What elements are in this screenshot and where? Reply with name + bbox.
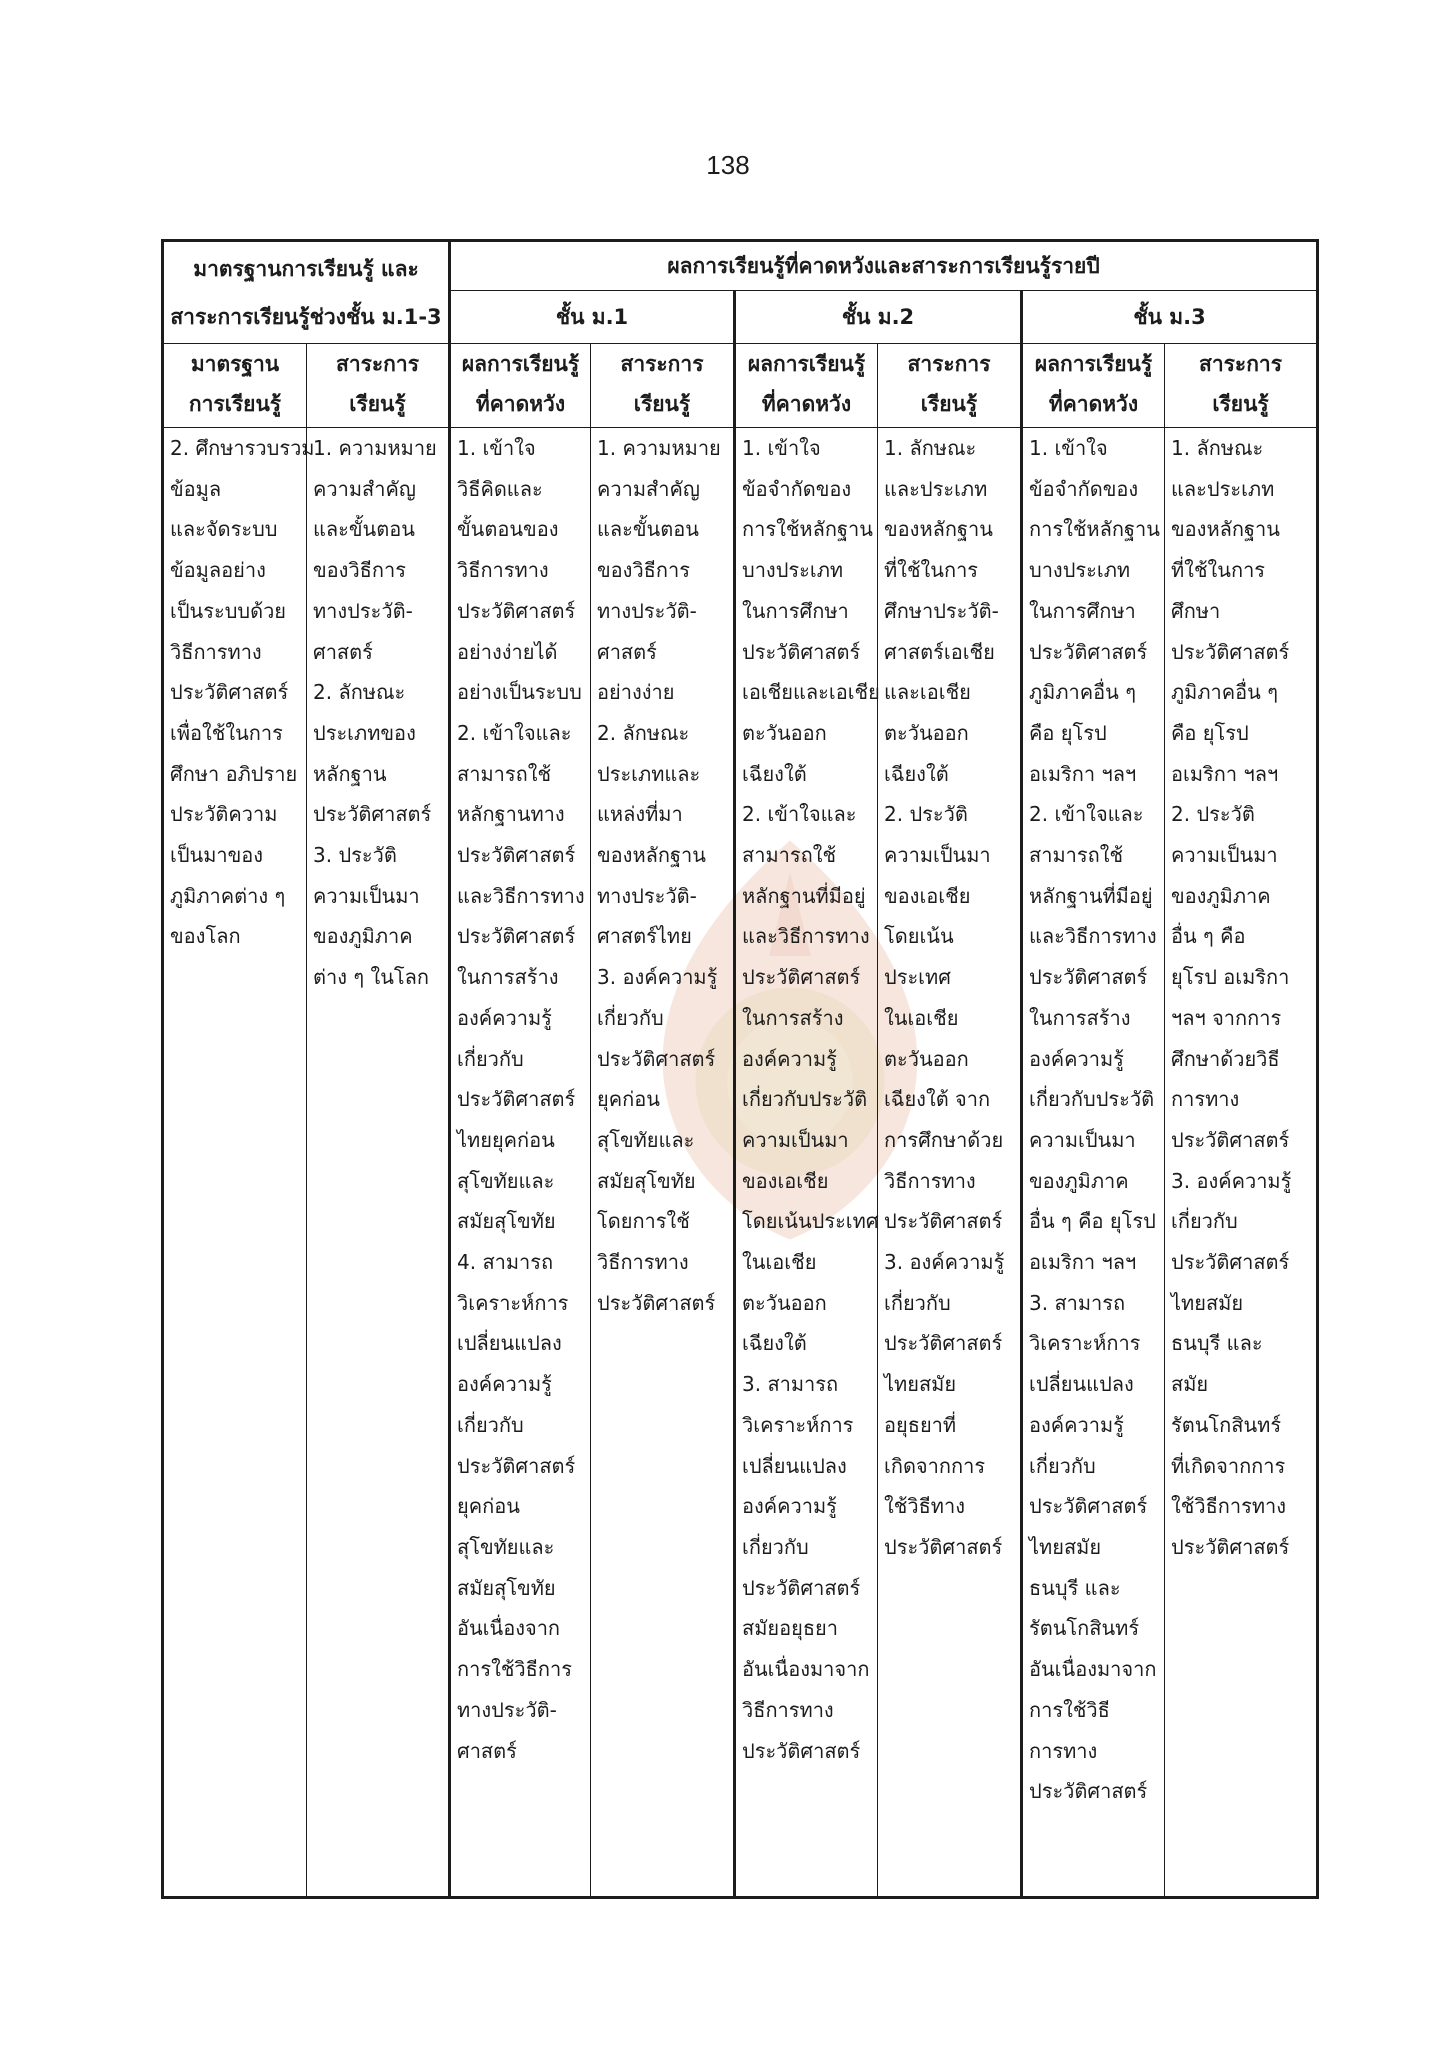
cell-line: ที่เกิดจากการ xyxy=(1171,1453,1286,1478)
cell-line: ประวัติศาสตร์ xyxy=(884,1331,1003,1356)
cell-line: การทาง xyxy=(1029,1738,1098,1763)
subheader-line: สาระการ xyxy=(620,352,704,376)
cell-line: 1. เข้าใจ xyxy=(1029,436,1108,460)
cell-line: 2. ลักษณะ xyxy=(597,720,690,745)
cell-line: ใช้วิธีการทาง xyxy=(1171,1494,1287,1519)
cell-line: ประวัติศาสตร์ xyxy=(884,1209,1003,1234)
cell-line: ความเป็นมา xyxy=(313,883,420,908)
cell-line: ประวัติศาสตร์ xyxy=(742,639,861,664)
cell-line: ในเอเชีย xyxy=(742,1250,817,1275)
cell-line: และประเภท xyxy=(884,476,988,501)
cell-line: การทาง xyxy=(1171,1087,1240,1112)
cell-line: ของหลักฐาน xyxy=(1171,517,1280,542)
column-m1-outcomes xyxy=(450,428,591,1898)
column-standard xyxy=(163,428,315,1898)
cell-line: ประเภทและ xyxy=(597,761,701,786)
outcomes-header: ผลการเรียนรู้ที่คาดหวังและสาระการเรียนรู้รายปี xyxy=(450,241,1318,291)
cell-line: ของภูมิภาค xyxy=(1029,1168,1129,1193)
cell-line: ประวัติศาสตร์ xyxy=(597,1290,716,1315)
cell-line: ศาสตร์เอเชีย xyxy=(884,639,995,664)
subheader-m3-outcomes xyxy=(1022,344,1165,428)
grade-header-m3: ชั้น ม.3 xyxy=(1022,291,1318,344)
column-m2-outcomes xyxy=(735,428,878,1898)
cell-line: วิเคราะห์การ xyxy=(1029,1331,1141,1356)
cell-line: ภูมิภาคต่าง ๆ xyxy=(170,883,286,908)
cell-line: เฉียงใต้ xyxy=(884,761,949,786)
cell-line: เฉียงใต้ จาก xyxy=(884,1087,991,1112)
cell-line: ขั้นตอนของ xyxy=(457,517,559,542)
cell-line: อันเนื่องมาจาก xyxy=(742,1657,870,1682)
cell-line: สุโขทัยและ xyxy=(457,1534,555,1559)
cell-line: ในการสร้าง xyxy=(457,965,559,990)
cell-line: ภูมิภาคอื่น ๆ xyxy=(1171,680,1278,705)
cell-line: วิธีคิดและ xyxy=(457,476,543,501)
subheader-m3-content xyxy=(1165,344,1318,428)
cell-line: ศาสตร์ xyxy=(313,639,373,664)
cell-line: สมัยสุโขทัย xyxy=(457,1575,556,1600)
cell-line: อื่น ๆ คือ xyxy=(1171,924,1246,949)
cell-line: การศึกษาด้วย xyxy=(884,1127,1004,1152)
cell-line: เกิดจากการ xyxy=(884,1453,986,1478)
cell-line: 1. ลักษณะ xyxy=(884,436,977,460)
cell-line: เกี่ยวกับ xyxy=(597,1005,664,1030)
cell-line: บางประเภท xyxy=(742,558,844,583)
cell-line: ตะวันออก xyxy=(884,1046,969,1071)
cell-line: 3. สามารถ xyxy=(742,1372,839,1397)
cell-line: ของภูมิภาค xyxy=(313,924,413,949)
cell-line: 2. ศึกษารวบรวม xyxy=(170,436,315,460)
cell-line: ทางประวัติ- xyxy=(313,598,413,623)
subheader-line: ที่คาดหวัง xyxy=(1048,392,1139,416)
standards-header-line1: มาตรฐานการเรียนรู้ และ xyxy=(193,256,419,281)
cell-line: 2. เข้าใจและ xyxy=(457,720,572,745)
subheader-line: ที่คาดหวัง xyxy=(761,392,852,416)
column-m3-outcomes xyxy=(1022,428,1165,1898)
cell-line: อย่างเป็นระบบ xyxy=(457,680,582,705)
cell-line: ประวัติศาสตร์ xyxy=(457,1453,576,1478)
cell-line: ข้อมูลอย่าง xyxy=(170,558,266,583)
cell-line: สมัย xyxy=(1171,1372,1209,1397)
subheader-line: ที่คาดหวัง xyxy=(475,392,566,416)
cell-line: เฉียงใต้ xyxy=(742,1331,807,1356)
cell-line: เกี่ยวกับ xyxy=(457,1046,524,1071)
cell-line: ไทยสมัย xyxy=(1171,1290,1244,1315)
cell-line: ประวัติศาสตร์ xyxy=(597,1046,716,1071)
cell-line: วิธีการทาง xyxy=(742,1697,834,1722)
cell-line: วิธีการทาง xyxy=(170,639,262,664)
cell-line: เกี่ยวกับประวัติ xyxy=(742,1087,868,1112)
cell-line: ตะวันออก xyxy=(742,1290,827,1315)
cell-line: ทางประวัติ- xyxy=(597,883,697,908)
cell-line: ธนบุรี และ xyxy=(1171,1331,1263,1356)
cell-line: รัตนโกสินทร์ xyxy=(1171,1412,1282,1437)
cell-line: ความเป็นมา xyxy=(1171,843,1278,868)
cell-line: ศึกษาประวัติ- xyxy=(884,598,999,623)
cell-line: ศาสตร์ xyxy=(457,1738,517,1763)
cell-line: วิเคราะห์การ xyxy=(457,1290,569,1315)
cell-line: เปลี่ยนแปลง xyxy=(742,1453,847,1478)
cell-line: ยุคก่อน xyxy=(457,1494,520,1519)
cell-line: 3. องค์ความรู้ xyxy=(1171,1168,1292,1193)
subheader-m2-outcomes xyxy=(735,344,878,428)
cell-line: ตะวันออก xyxy=(742,720,827,745)
cell-line: เกี่ยวกับประวัติ xyxy=(1029,1087,1155,1112)
cell-line: ประวัติศาสตร์ xyxy=(1029,965,1148,990)
cell-line: คือ ยุโรป xyxy=(1171,720,1249,745)
subheader-m1-content xyxy=(591,344,735,428)
cell-line: ประวัติศาสตร์ xyxy=(457,924,576,949)
cell-line: ประวัติศาสตร์ xyxy=(1171,1127,1290,1152)
cell-line: โดยเน้น xyxy=(884,924,954,949)
subheader-line: การเรียนรู้ xyxy=(188,392,282,416)
cell-line: ที่ใช้ในการ xyxy=(1171,558,1266,583)
cell-line: ของหลักฐาน xyxy=(597,843,706,868)
cell-line: ประวัติศาสตร์ xyxy=(170,680,289,705)
cell-line: ไทยยุคก่อน xyxy=(457,1127,555,1152)
cell-line: ประเภทของ xyxy=(313,720,416,745)
subheader-line: สาระการ xyxy=(1199,352,1282,376)
cell-line: ใช้วิธีทาง xyxy=(884,1494,965,1519)
cell-line: ประวัติศาสตร์ xyxy=(457,598,576,623)
subheader-standard xyxy=(163,344,307,428)
cell-line: สามารถใช้ xyxy=(457,761,552,786)
cell-line: เปลี่ยนแปลง xyxy=(1029,1372,1134,1397)
cell-line: และวิธีการทาง xyxy=(457,883,585,908)
subheader-line: สาระการ xyxy=(336,352,419,376)
cell-line: องค์ความรู้ xyxy=(1029,1046,1124,1071)
cell-line: ความสำคัญ xyxy=(313,476,416,501)
cell-line: ประวัติศาสตร์ xyxy=(742,965,861,990)
cell-line: ศาสตร์ xyxy=(597,639,657,664)
cell-line: สมัยสุโขทัย xyxy=(457,1209,556,1234)
cell-line: การใช้หลักฐาน xyxy=(1029,517,1160,542)
subheader-content xyxy=(307,344,450,428)
subheader-line: เรียนรู้ xyxy=(920,392,978,416)
subheader-line: สาระการ xyxy=(907,352,991,376)
column-m2-content xyxy=(878,428,1022,1898)
cell-line: อันเนื่องจาก xyxy=(457,1616,561,1641)
cell-line: ประวัติศาสตร์ xyxy=(457,843,576,868)
cell-line: สามารถใช้ xyxy=(1029,843,1124,868)
cell-line: และขั้นตอน xyxy=(597,517,699,542)
cell-line: การใช้วิธีการ xyxy=(457,1657,572,1682)
cell-line: ประวัติศาสตร์ xyxy=(313,802,432,827)
cell-line: ธนบุรี และ xyxy=(1029,1575,1121,1600)
cell-line: 1. ความหมาย xyxy=(597,436,721,460)
cell-line: และขั้นตอน xyxy=(313,517,415,542)
cell-line: อันเนื่องมาจาก xyxy=(1029,1657,1157,1682)
cell-line: ข้อมูล xyxy=(170,476,222,501)
cell-line: และวิธีการทาง xyxy=(1029,924,1157,949)
cell-line: ของวิธีการ xyxy=(313,558,406,583)
cell-line: ประวัติความ xyxy=(170,802,278,827)
cell-line: ในการศึกษา xyxy=(742,598,849,623)
cell-line: ศึกษาด้วยวิธี xyxy=(1171,1046,1280,1071)
cell-line: อยุธยาที่ xyxy=(884,1412,957,1437)
cell-line: ในการสร้าง xyxy=(1029,1005,1131,1030)
subheader-line: ผลการเรียนรู้ xyxy=(747,352,866,376)
cell-line: 2. เข้าใจและ xyxy=(1029,802,1144,827)
cell-line: แหล่งที่มา xyxy=(597,802,683,827)
cell-line: อเมริกา ฯลฯ xyxy=(1171,761,1279,786)
subheader-line: ผลการเรียนรู้ xyxy=(1034,352,1153,376)
cell-line: 1. เข้าใจ xyxy=(457,436,536,460)
cell-line: วิธีการทาง xyxy=(597,1250,689,1275)
cell-line: เกี่ยวกับ xyxy=(1171,1209,1238,1234)
cell-line: ที่ใช้ในการ xyxy=(884,558,979,583)
cell-line: 2. ประวัติ xyxy=(1171,802,1255,827)
cell-line: ในเอเชีย xyxy=(884,1005,959,1030)
cell-line: ความสำคัญ xyxy=(597,476,700,501)
cell-line: การใช้วิธี xyxy=(1029,1697,1110,1722)
cell-line: บางประเภท xyxy=(1029,558,1131,583)
cell-line: และจัดระบบ xyxy=(170,517,278,542)
cell-line: อย่างง่าย xyxy=(597,680,675,705)
cell-line: เกี่ยวกับ xyxy=(457,1412,524,1437)
cell-line: เอเชียและเอเชีย xyxy=(742,680,880,705)
cell-line: องค์ความรู้ xyxy=(457,1005,552,1030)
cell-line: เปลี่ยนแปลง xyxy=(457,1331,562,1356)
cell-line: หลักฐานที่มีอยู่ xyxy=(742,883,866,908)
cell-line: เป็นมาของ xyxy=(170,843,264,868)
cell-line: ของเอเชีย xyxy=(742,1168,829,1193)
cell-line: ประวัติศาสตร์ xyxy=(1171,1534,1290,1559)
cell-line: และประเภท xyxy=(1171,476,1275,501)
cell-line: อย่างง่ายได้ xyxy=(457,639,558,664)
cell-line: ของโลก xyxy=(170,924,241,949)
cell-line: อื่น ๆ คือ ยุโรป xyxy=(1029,1209,1156,1234)
cell-line: เฉียงใต้ xyxy=(742,761,807,786)
cell-line: 3. องค์ความรู้ xyxy=(884,1250,1005,1275)
column-m1-content xyxy=(591,428,735,1898)
subheader-m1-outcomes xyxy=(450,344,591,428)
cell-line: ทางประวัติ- xyxy=(597,598,697,623)
cell-line: ประวัติศาสตร์ xyxy=(884,1534,1003,1559)
cell-line: หลักฐานทาง xyxy=(457,802,565,827)
cell-line: ข้อจำกัดของ xyxy=(1029,476,1139,501)
cell-line: ความเป็นมา xyxy=(884,843,991,868)
cell-line: หลักฐานที่มีอยู่ xyxy=(1029,883,1153,908)
cell-line: 1. ลักษณะ xyxy=(1171,436,1264,460)
cell-line: การใช้หลักฐาน xyxy=(742,517,873,542)
column-m3-content xyxy=(1165,428,1318,1898)
cell-line: เกี่ยวกับ xyxy=(742,1534,809,1559)
cell-line: ทางประวัติ- xyxy=(457,1697,557,1722)
cell-line: ศาสตร์ไทย xyxy=(597,924,692,949)
cell-line: สมัยสุโขทัย xyxy=(597,1168,696,1193)
cell-line: และเอเชีย xyxy=(884,680,971,705)
cell-line: 2. เข้าใจและ xyxy=(742,802,857,827)
cell-line: ของหลักฐาน xyxy=(884,517,993,542)
cell-line: ประวัติศาสตร์ xyxy=(1171,1250,1290,1275)
cell-line: หลักฐาน xyxy=(313,761,387,786)
standards-header-line2: สาระการเรียนรู้ช่วงชั้น ม.1-3 xyxy=(170,304,442,329)
subheader-line: เรียนรู้ xyxy=(1212,392,1269,416)
cell-line: องค์ความรู้ xyxy=(457,1372,552,1397)
cell-line: ของภูมิภาค xyxy=(1171,883,1271,908)
cell-line: วิธีการทาง xyxy=(884,1168,976,1193)
cell-line: องค์ความรู้ xyxy=(742,1494,837,1519)
cell-line: อเมริกา ฯลฯ xyxy=(1029,761,1137,786)
cell-line: 1. ความหมาย xyxy=(313,436,437,460)
curriculum-table xyxy=(161,239,1319,1899)
cell-line: ยุคก่อน xyxy=(597,1087,660,1112)
cell-line: องค์ความรู้ xyxy=(1029,1412,1124,1437)
cell-line: ประวัติศาสตร์ xyxy=(1029,1494,1148,1519)
cell-line: ฯลฯ จากการ xyxy=(1171,1005,1282,1030)
cell-line: ศึกษา อภิปราย xyxy=(170,761,298,786)
cell-line: ความเป็นมา xyxy=(1029,1127,1136,1152)
cell-line: รัตนโกสินทร์ xyxy=(1029,1616,1140,1641)
cell-line: 2. ลักษณะ xyxy=(313,680,406,705)
cell-line: เพื่อใช้ในการ xyxy=(170,720,283,745)
standards-header xyxy=(163,241,450,344)
cell-line: 3. สามารถ xyxy=(1029,1290,1126,1315)
cell-line: สุโขทัยและ xyxy=(457,1168,555,1193)
cell-line: 3. องค์ความรู้ xyxy=(597,965,718,990)
cell-line: 2. ประวัติ xyxy=(884,802,968,827)
cell-line: ตะวันออก xyxy=(884,720,969,745)
cell-line: ไทยสมัย xyxy=(884,1372,957,1397)
cell-line: ต่าง ๆ ในโลก xyxy=(313,965,429,990)
cell-line: เป็นระบบด้วย xyxy=(170,598,287,623)
cell-line: ของเอเชีย xyxy=(884,883,971,908)
subheader-line: ผลการเรียนรู้ xyxy=(461,352,580,376)
grade-header-m2: ชั้น ม.2 xyxy=(735,291,1022,344)
cell-line: 4. สามารถ xyxy=(457,1250,554,1275)
cell-line: ประวัติศาสตร์ xyxy=(457,1087,576,1112)
subheader-m2-content xyxy=(878,344,1022,428)
cell-line: สามารถใช้ xyxy=(742,843,837,868)
column-content xyxy=(307,428,450,1898)
cell-line: สุโขทัยและ xyxy=(597,1127,695,1152)
cell-line: ไทยสมัย xyxy=(1029,1534,1102,1559)
cell-line: โดยการใช้ xyxy=(597,1209,690,1234)
subheader-line: มาตรฐาน xyxy=(190,352,280,376)
cell-line: ศึกษา xyxy=(1171,598,1221,623)
subheader-line: เรียนรู้ xyxy=(633,392,691,416)
cell-line: ในการศึกษา xyxy=(1029,598,1136,623)
cell-line: เกี่ยวกับ xyxy=(884,1290,951,1315)
cell-line: องค์ความรู้ xyxy=(742,1046,837,1071)
cell-line: ยุโรป อเมริกา xyxy=(1171,965,1290,990)
cell-line: ความเป็นมา xyxy=(742,1127,849,1152)
cell-line: ประวัติศาสตร์ xyxy=(1029,639,1148,664)
cell-line: 3. ประวัติ xyxy=(313,843,397,868)
cell-line: ประวัติศาสตร์ xyxy=(742,1575,861,1600)
cell-line: วิเคราะห์การ xyxy=(742,1412,854,1437)
cell-line: สมัยอยุธยา xyxy=(742,1616,838,1641)
cell-line: 1. เข้าใจ xyxy=(742,436,821,460)
cell-line: คือ ยุโรป xyxy=(1029,720,1107,745)
subheader-line: เรียนรู้ xyxy=(349,392,406,416)
cell-line: ในการสร้าง xyxy=(742,1005,844,1030)
cell-line: อเมริกา ฯลฯ xyxy=(1029,1250,1137,1275)
page-number: 138 xyxy=(706,150,750,180)
cell-line: และวิธีการทาง xyxy=(742,924,870,949)
cell-line: ภูมิภาคอื่น ๆ xyxy=(1029,680,1136,705)
cell-line: เกี่ยวกับ xyxy=(1029,1453,1096,1478)
cell-line: ประวัติศาสตร์ xyxy=(1171,639,1290,664)
cell-line: วิธีการทาง xyxy=(457,558,549,583)
grade-header-m1: ชั้น ม.1 xyxy=(450,291,735,344)
cell-line: โดยเน้นประเทศ xyxy=(742,1209,879,1234)
cell-line: ประเทศ xyxy=(884,965,951,990)
cell-line: ของวิธีการ xyxy=(597,558,690,583)
cell-line: ประวัติศาสตร์ xyxy=(1029,1779,1148,1804)
cell-line: ข้อจำกัดของ xyxy=(742,476,852,501)
cell-line: ประวัติศาสตร์ xyxy=(742,1738,861,1763)
